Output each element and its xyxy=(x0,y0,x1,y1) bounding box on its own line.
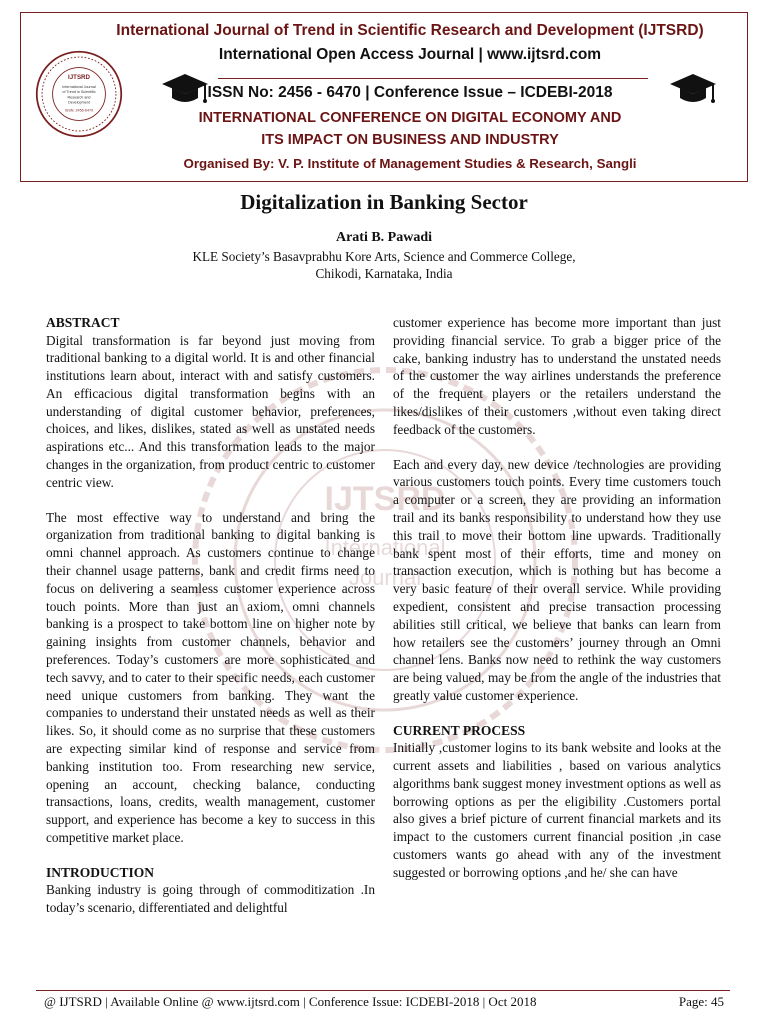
author-location: Chikodi, Karnataka, India xyxy=(315,266,453,281)
introduction-paragraph: Banking industry is going through of commoditization .In today’s scenario, differentiated and delightful xyxy=(46,882,375,916)
header-divider xyxy=(218,78,648,79)
footer-divider xyxy=(36,990,730,991)
conference-title-line2: ITS IMPACT ON BUSINESS AND INDUSTRY xyxy=(261,132,559,148)
svg-text:Development: Development xyxy=(68,100,90,105)
svg-text:IJTSRD: IJTSRD xyxy=(324,480,446,518)
abstract-paragraph: Digital transformation is far beyond just moving from traditional banking to a digital world. It is and other financial institutions learn about, interact with and satisfy customers. An efficacious digital transformation begins with an understanding of digital customer behavior, preferences, choices, and likes, dislikes, stated as well as unstated needs aspirations etc... And this transformation leads to the major changes in the organization, from product centric to customer centric view. xyxy=(46,332,375,490)
svg-text:of Trend in Scientific: of Trend in Scientific xyxy=(62,90,96,95)
svg-text:International: International xyxy=(324,535,446,560)
right-column xyxy=(393,314,721,899)
abstract-heading: ABSTRACT xyxy=(46,315,120,330)
page-footer xyxy=(44,994,724,1010)
author-affiliation: KLE Society’s Basavprabhu Kore Arts, Science and Commerce College, xyxy=(192,249,576,264)
abstract-paragraph: The most effective way to understand and bring the organization from traditional banking to digital banking is omni channel approach. As customers continue to change their channel usage patterns, bank and credit firms need to focus on delivering a seamless customer experience across touch points. More than just an axiom, omni channels banking is a prospect to take bottom line on higher note by gaining insights from customer channels, behavior and preferences. Today’s customers are more sophisticated and tech savvy, and to cater to their specific needs, each customer need unique customers from banking. They want the companies to understand their unstated needs as well as their likes. So, it should come as no surprise that these customers are expecting similar kind of response and service from banking institution too. From researching new service, opening an account, checking balance, conducting transactions, loans, credits, wealth management, customer support, and experience has become a key to success in this competitive market place. xyxy=(46,509,375,846)
body-paragraph: customer experience has become more important than just providing financial service. To grab a bigger price of the cake, banking industry has to understand the unstated needs of the customer the way airlines understands the preference of the frequent players or the retailers understand the likes/dislikes of their customers ,without even taking direct feedback of the customers. xyxy=(393,315,721,437)
journal-name: International Journal of Trend in Scientific Research and Development (IJTSRD) xyxy=(116,22,704,39)
svg-text:International Journal: International Journal xyxy=(62,84,96,89)
current-process-heading: CURRENT PROCESS xyxy=(393,722,526,738)
introduction-heading: INTRODUCTION xyxy=(46,864,155,880)
paper-title: Digitalization in Banking Sector xyxy=(240,190,528,214)
left-column xyxy=(46,314,375,934)
page-number: Page: 45 xyxy=(678,994,724,1009)
svg-text:Journal: Journal xyxy=(348,565,422,590)
current-process-paragraph: Initially ,customer logins to its bank website and looks at the current assets and liabilities , based on various analytics algorithms bank suggest money investment options as well as borrowing options as per the eligibility .Customers portal also gives a brief picture of current financial markets and its impact to the customers current financial position ,in case customers wants go ahead with any of the investment suggested or borrowing options ,and he/ she can have xyxy=(393,740,721,880)
footer-citation: @ IJTSRD | Available Online @ www.ijtsrd.com | Conference Issue: ICDEBI-2018 | Oct 2018 xyxy=(44,994,537,1009)
svg-text:Research and: Research and xyxy=(67,95,91,100)
author-name: Arati B. Pawadi xyxy=(335,230,433,245)
svg-text:ISSN: 2456-6470: ISSN: 2456-6470 xyxy=(64,108,94,113)
organised-by-line: Organised By: V. P. Institute of Management Studies & Research, Sangli xyxy=(183,156,637,171)
journal-website-line: International Open Access Journal | www.ijtsrd.com xyxy=(218,46,602,63)
issn-line: ISSN No: 2456 - 6470 | Conference Issue – ICDEBI-2018 xyxy=(207,84,613,101)
body-paragraph: Each and every day, new device /technologies are providing various customers touch points. Every time customers touch a computer or a screen, they are providing an information trail and its banks responsibility to understand how they use this trail to move their bottom line upwards. Traditionally bank spent most of their efforts, time and money on transaction execution, which is nothing but has become a very basic feature of their overall service. While providing expedient, consistent and precise transaction processing abilities still critical, we believe that banks can learn from how retailers see the customers’ journey through an Omni channel lens. Banks now need to rethink the way customers are being valued, may be from the angle of the industries that greatly value customer experience. xyxy=(393,456,721,703)
svg-text:IJTSRD: IJTSRD xyxy=(68,74,90,82)
conference-title-line1: INTERNATIONAL CONFERENCE ON DIGITAL ECONOMY AND xyxy=(198,110,622,126)
